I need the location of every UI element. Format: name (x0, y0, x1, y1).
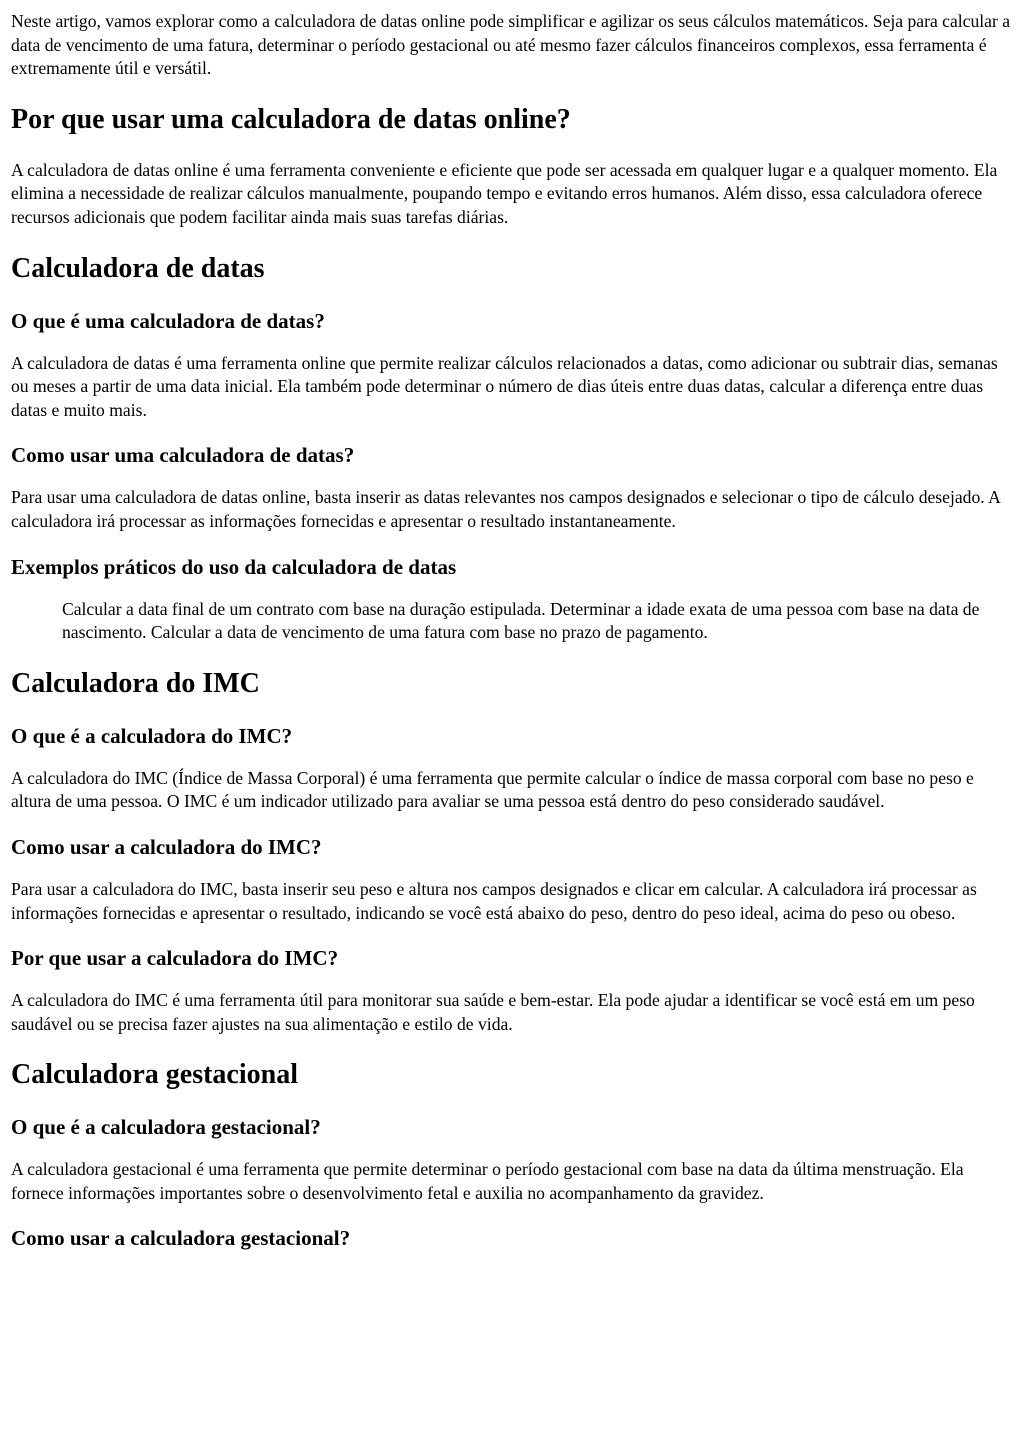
imc-why-heading: Por que usar a calculadora do IMC? (11, 946, 339, 971)
dates-what-paragraph: A calculadora de datas é uma ferramenta online que permite realizar cálculos relacionados a datas, como adicionar ou subtrair dias, semanas ou meses a partir de uma data inicial. Ela também pode determinar o número de dias úteis entre duas datas, calcular a diferença entre duas datas e muito mais. (11, 352, 998, 420)
gest-what-heading: O que é a calculadora gestacional? (11, 1115, 321, 1140)
dates-what-heading: O que é uma calculadora de datas? (11, 308, 325, 333)
gest-heading: Calculadora gestacional (11, 1059, 298, 1091)
imc-what-paragraph: A calculadora do IMC (Índice de Massa Corporal) é uma ferramenta que permite calcular o índice de massa corporal com base no peso e altura de uma pessoa. O IMC é um indicador utilizado para avaliar se uma pessoa está dentro do peso considerado saudável. (11, 767, 974, 812)
imc-how-paragraph: Para usar a calculadora do IMC, basta inserir seu peso e altura nos campos designados e clicar em calcular. A calculadora irá processar as informações fornecidas e apresentar o resultado, indicando se você está abaixo do peso, dentro do peso ideal, acima do peso ou obeso. (11, 878, 977, 923)
dates-how-paragraph: Para usar uma calculadora de datas online, basta inserir as datas relevantes nos campos designados e selecionar o tipo de cálculo desejado. A calculadora irá processar as informações fornecidas e apresentar o resultado instantaneamente. (11, 487, 1000, 531)
why-heading: Por que usar uma calculadora de datas online? (11, 103, 571, 135)
dates-examples-heading: Exemplos práticos do uso da calculadora de datas (11, 554, 457, 579)
gest-what-paragraph: A calculadora gestacional é uma ferramenta que permite determinar o período gestacional com base na data da última menstruação. Ela fornece informações importantes sobre o desenvolvimento fetal e auxilia no acompanhamento da gravidez. (11, 1159, 964, 1203)
why-paragraph: A calculadora de datas online é uma ferramenta conveniente e eficiente que pode ser acessada em qualquer lugar e a qualquer momento. Ela elimina a necessidade de realizar cálculos manualmente, poupando tempo e evitando erros humanos. Além disso, essa calculadora oferece recursos adicionais que podem facilitar ainda mais suas tarefas diárias. (11, 159, 998, 227)
dates-heading: Calculadora de datas (11, 252, 265, 284)
intro-paragraph: Neste artigo, vamos explorar como a calculadora de datas online pode simplificar e agilizar os seus cálculos matemáticos. Seja para calcular a data de vencimento de uma fatura, determinar o período gestacional ou até mesmo fazer cálculos financeiros complexos, essa ferramenta é extremamente útil e versátil. (11, 11, 1011, 79)
dates-how-heading: Como usar uma calculadora de datas? (11, 443, 355, 468)
imc-what-heading: O que é a calculadora do IMC? (11, 723, 293, 748)
imc-heading: Calculadora do IMC (11, 667, 260, 699)
dates-examples-quote: Calcular a data final de um contrato com base na duração estipulada. Determinar a idade exata de uma pessoa com base na data de nascimento. Calcular a data de vencimento de uma fatura com base no prazo de pagamento. (62, 598, 980, 643)
imc-how-heading: Como usar a calculadora do IMC? (11, 834, 322, 859)
imc-why-paragraph: A calculadora do IMC é uma ferramenta útil para monitorar sua saúde e bem-estar. Ela pode ajudar a identificar se você está em um peso saudável ou se precisa fazer ajustes na sua alimentação e estilo de vida. (11, 990, 975, 1034)
gest-how-heading: Como usar a calculadora gestacional? (11, 1226, 351, 1251)
